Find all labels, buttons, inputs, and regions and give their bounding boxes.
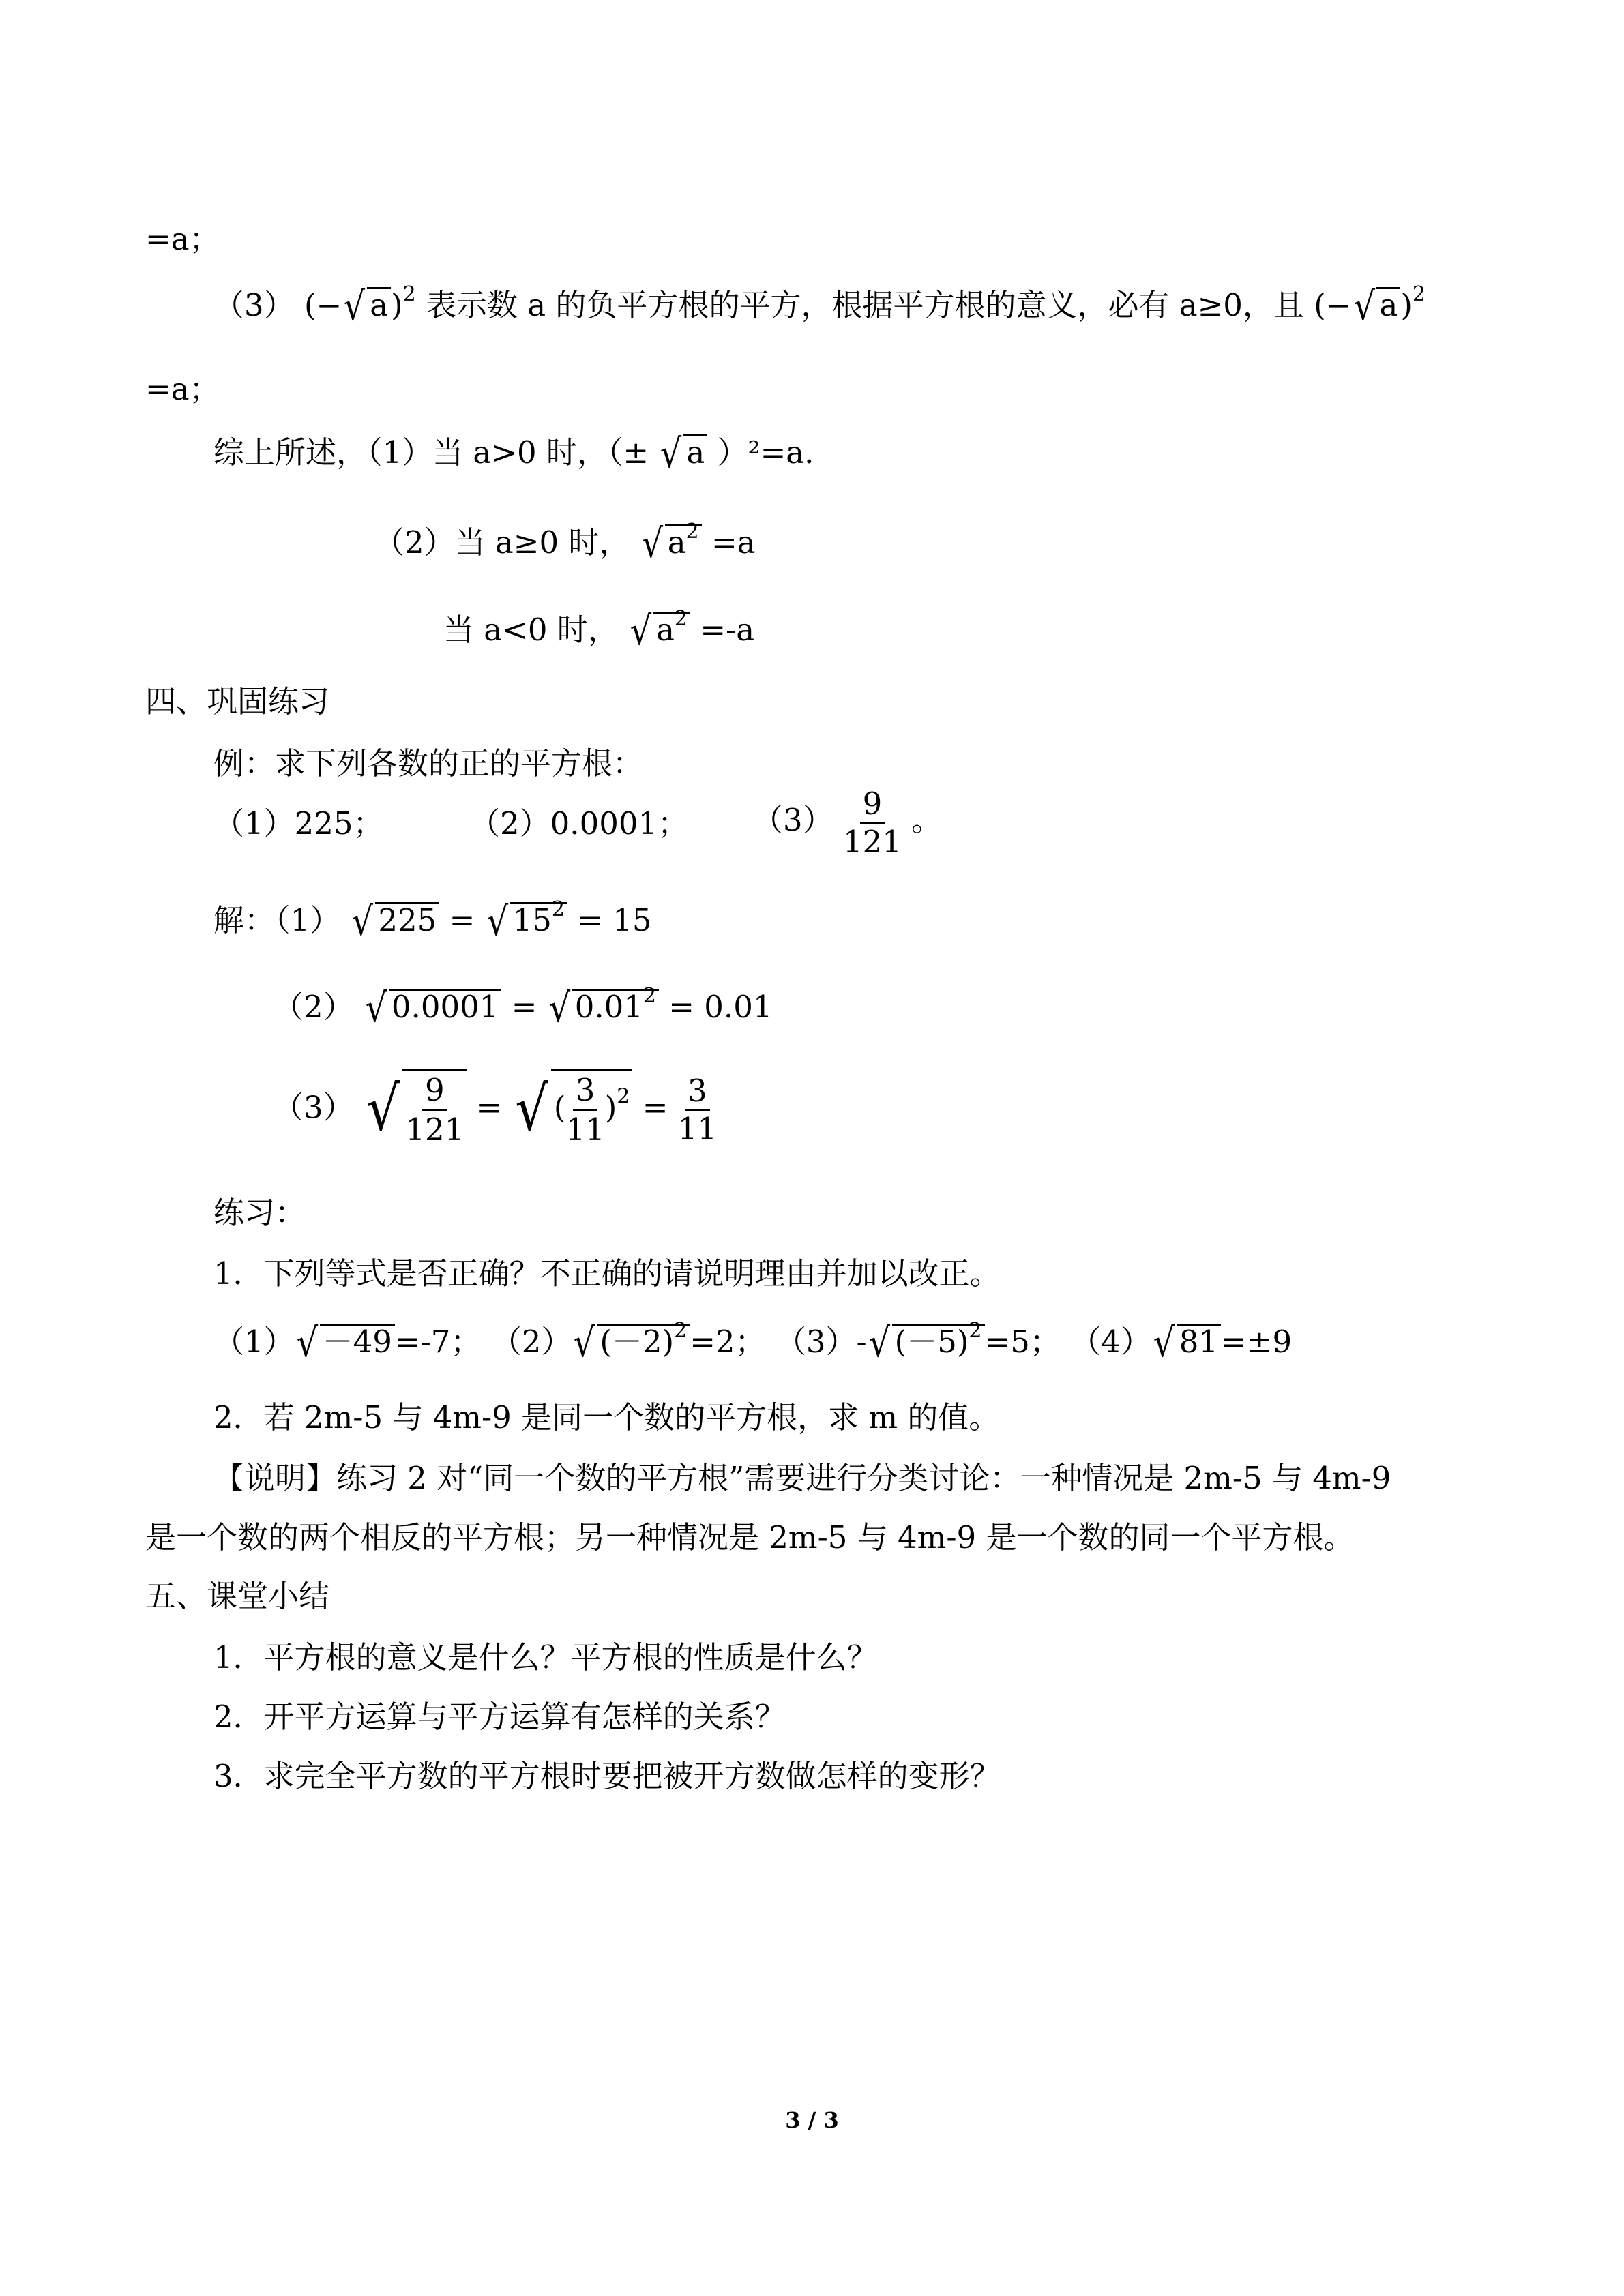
example-3-tail: 。: [911, 802, 943, 838]
sqrt-symbol: √: [574, 1320, 595, 1366]
part-3-tail: =5；: [984, 1324, 1061, 1360]
equals: =: [449, 902, 485, 938]
sqrt-a-squared: $a^2$: [665, 524, 702, 558]
equals: =: [476, 1089, 512, 1126]
summary-question-2: 2．开平方运算与平方运算有怎样的关系？: [213, 1699, 786, 1735]
sqrt-symbol: √: [366, 1073, 400, 1146]
sqrt-symbol: √: [365, 985, 387, 1031]
summary-3-tail: =-a: [700, 612, 755, 648]
proof-item-3-result: =a；: [145, 371, 220, 407]
sqrt-symbol: √: [486, 898, 508, 944]
example-3-label: （3）: [752, 802, 833, 838]
practice-question-2: 2．若 2m-5 与 4m-9 是同一个数的平方根，求 m 的值。: [213, 1399, 1000, 1435]
sqrt-symbol: √: [630, 608, 652, 654]
example-item-2: （2）0.0001；: [469, 805, 689, 841]
sqrt-a-squared: $a^2$: [653, 612, 690, 646]
part-1-label: （1）: [213, 1324, 295, 1360]
sqrt-a: a: [683, 434, 707, 468]
sqrt-symbol: √: [641, 520, 663, 567]
part-4-label: （4）: [1070, 1324, 1151, 1360]
formula-neg-sqrt-a-squared-2: (−√ a)$^2$: [1314, 282, 1426, 329]
fraction-denominator: 11: [565, 1112, 605, 1148]
practice-question-1-parts: [213, 1319, 1293, 1366]
item3-label: （3）: [213, 287, 295, 323]
sqrt-symbol: √: [514, 1073, 548, 1146]
sqrt-symbol: √: [548, 985, 570, 1031]
fraction-numerator: 3: [573, 1074, 598, 1111]
practice-question-1: 1．下列等式是否正确？不正确的请说明理由并加以改正。: [213, 1255, 1001, 1292]
fraction-numerator: 9: [860, 788, 885, 824]
example-item-1: （1）225；: [213, 805, 384, 841]
note-line-2: 是一个数的两个相反的平方根；另一种情况是 2m-5 与 4m-9 是一个数的同一个平方根。: [145, 1519, 1355, 1555]
solution-3: [273, 1069, 717, 1146]
fraction-9-121: [842, 786, 902, 860]
base-neg-2: (－2): [600, 1324, 675, 1360]
summary-1-tail: ）²=a.: [717, 434, 814, 471]
fraction-3-11: [565, 1074, 604, 1146]
proof-item-3: [213, 282, 1426, 329]
summary-question-3: 3．求完全平方数的平方根时要把被开方数做怎样的变形？: [213, 1758, 1001, 1794]
part-3-label: （3）-: [775, 1324, 867, 1360]
sqrt-symbol: √: [296, 1320, 318, 1366]
radicand-neg-49: －49: [320, 1324, 395, 1358]
practice-title: 练习：: [213, 1195, 306, 1231]
solution-2: [273, 984, 773, 1031]
solution-3-label: （3）: [273, 1089, 354, 1126]
radicand-0.01-squared: 0.01$^2$: [572, 989, 659, 1023]
part-2-tail: =2；: [690, 1324, 766, 1360]
part-4-tail: =±9: [1221, 1324, 1293, 1360]
summary-line-2: [374, 520, 756, 567]
solution-2-result: = 0.01: [668, 989, 773, 1025]
part-2-label: （2）: [490, 1324, 572, 1360]
page-number: 3 / 3: [785, 2107, 839, 2133]
sqrt-symbol: √: [868, 1320, 890, 1366]
fraction-9-121: [405, 1074, 464, 1146]
radicand-0.0001: 0.0001: [389, 989, 501, 1023]
note-line-1: 【说明】练习 2 对“同一个数的平方根”需要进行分类讨论：一种情况是 2m-5 与 4m-9: [213, 1460, 1391, 1496]
radicand-81: 81: [1177, 1324, 1221, 1358]
radicand-15-squared: $15^2$: [510, 902, 567, 936]
base-neg-5: (－5): [894, 1324, 969, 1360]
fraction-3-11-result: [677, 1073, 717, 1148]
item3-text: 表示数 a 的负平方根的平方，根据平方根的意义，必有 a≥0，且: [426, 287, 1304, 323]
section-4-heading: 四、巩固练习: [145, 683, 330, 719]
equals: =: [642, 1089, 678, 1126]
summary-intro: 综上所述，（1）当 a>0 时，（±: [213, 434, 649, 471]
sqrt-symbol: √: [660, 430, 682, 477]
fraction-numerator: 9: [422, 1074, 447, 1111]
summary-2-label: （2）当 a≥0 时，: [374, 524, 630, 561]
summary-question-1: 1．平方根的意义是什么？平方根的性质是什么？: [213, 1639, 878, 1675]
part-1-tail: =-7；: [394, 1324, 482, 1360]
base-0.01: 0.01: [574, 989, 643, 1025]
base-15: 15: [512, 902, 552, 938]
solution-1: [213, 897, 652, 944]
radicand-neg-5-squared: $(-5)^2$: [892, 1324, 985, 1358]
fraction-numerator: 3: [685, 1075, 710, 1111]
continued-equation: =a；: [145, 221, 220, 257]
radicand-neg-2-squared: $(-2)^2$: [597, 1324, 690, 1358]
summary-3-label: 当 a<0 时，: [443, 612, 619, 648]
summary-line-3: [443, 607, 755, 654]
radicand-225: 225: [375, 902, 439, 936]
solution-2-label: （2）: [273, 989, 354, 1025]
radicand-fraction: [402, 1069, 467, 1146]
fraction-denominator: 121: [405, 1112, 464, 1148]
formula-neg-sqrt-a-squared: (−√ a)$^2$: [304, 282, 416, 329]
sqrt-symbol: √: [1153, 1320, 1175, 1366]
section-5-heading: 五、课堂小结: [145, 1578, 330, 1614]
solution-1-result: = 15: [577, 902, 652, 938]
fraction-denominator: 121: [842, 824, 902, 860]
equals: =: [511, 989, 547, 1025]
example-title: 例：求下列各数的正的平方根：: [213, 745, 644, 781]
fraction-denominator: 11: [677, 1111, 717, 1148]
radicand-fraction-squared: ( $\frac{3}{11}$ )$^2$: [551, 1069, 632, 1146]
sqrt-symbol: √: [352, 898, 374, 944]
summary-2-tail: =a: [711, 524, 756, 561]
solution-label: 解：（1）: [213, 902, 341, 938]
summary-line-1: [213, 430, 814, 477]
example-item-3: [752, 786, 943, 860]
